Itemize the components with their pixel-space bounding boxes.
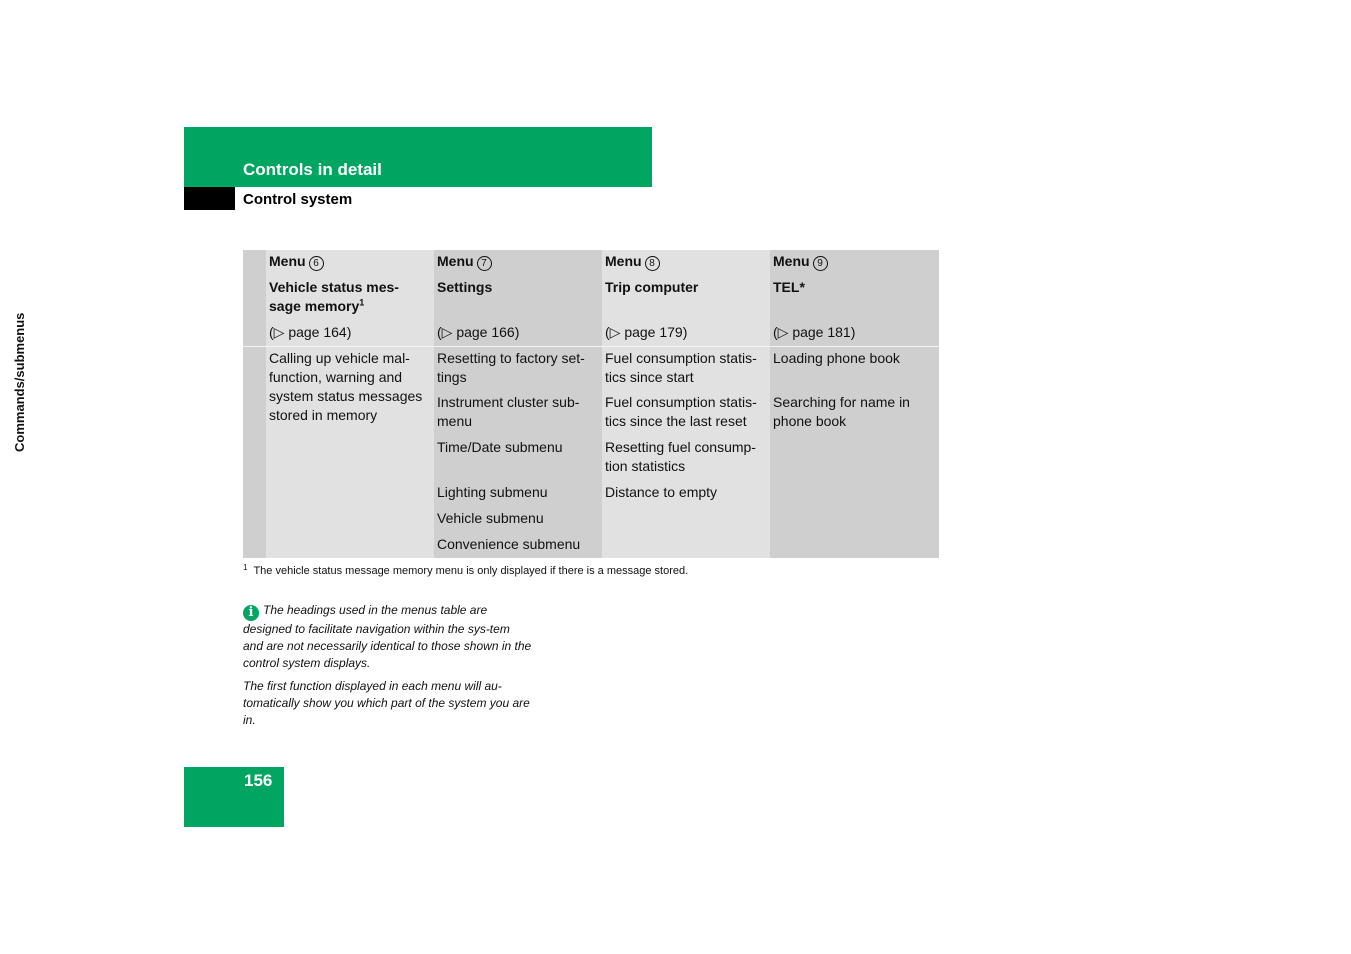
info-note: [243, 602, 533, 735]
page-number: 156: [244, 771, 273, 790]
page-reference: (▷ page 179): [605, 324, 688, 340]
menu-heading: Vehicle status mes-sage memory$^1$: [269, 279, 399, 314]
menus-table: [243, 250, 939, 558]
submenu-item: Fuel consumption statis-tics since the last reset: [605, 394, 757, 429]
menu-heading: Trip computer: [605, 279, 699, 295]
submenu-item: Time/Date submenu: [437, 439, 563, 455]
section-marker: [184, 187, 235, 210]
info-paragraph: The first function displayed in each menu will au-tomatically show you which part of the system you are in.: [243, 679, 530, 727]
row-divider: [243, 346, 939, 347]
page-reference: (▷ page 181): [773, 324, 856, 340]
table-footnote: $^1$ The vehicle status message memory menu is only displayed if there is a message stored.: [243, 563, 689, 577]
commands-submenus-label: Commands/submenus: [12, 312, 27, 452]
submenu-item: Lighting submenu: [437, 484, 548, 500]
submenu-item: Loading phone book: [773, 350, 900, 366]
menu-number-badge: 8: [645, 256, 660, 271]
menu-title: Menu 6: [269, 252, 324, 271]
page-reference: (▷ page 164): [269, 324, 352, 340]
submenu-item: Distance to empty: [605, 484, 718, 500]
menu-heading: Settings: [437, 279, 493, 295]
submenu-item: Convenience submenu: [437, 536, 581, 552]
section-title: Controls in detail: [243, 160, 382, 179]
submenu-item: Instrument cluster sub-menu: [437, 394, 580, 429]
info-icon: i: [243, 605, 259, 621]
menu-title: Menu 9: [773, 252, 828, 271]
submenu-item: Vehicle submenu: [437, 510, 544, 526]
menu-title: Menu 8: [605, 252, 660, 271]
menu-number-badge: 9: [813, 256, 828, 271]
menu-number-badge: 7: [477, 256, 492, 271]
submenu-item: Fuel consumption statis-tics since start: [605, 350, 757, 385]
menu-title: Menu 7: [437, 252, 492, 271]
menu-heading: TEL*: [773, 279, 805, 295]
side-header-column: [243, 250, 266, 558]
submenu-item: Calling up vehicle mal-function, warning and system status messages stored in memory: [269, 350, 423, 423]
subsection-title: Control system: [243, 191, 353, 208]
page-reference: (▷ page 166): [437, 324, 520, 340]
info-paragraph: The headings used in the menus table are designed to facilitate navigation within the sys-tem and are not necessarily identical to those shown in the control system displays.: [243, 603, 532, 670]
submenu-item: Resetting to factory set-tings: [437, 350, 585, 385]
submenu-item: Searching for name in phone book: [773, 394, 910, 429]
submenu-item: Resetting fuel consump-tion statistics: [605, 439, 756, 474]
menu-number-badge: 6: [309, 256, 324, 271]
